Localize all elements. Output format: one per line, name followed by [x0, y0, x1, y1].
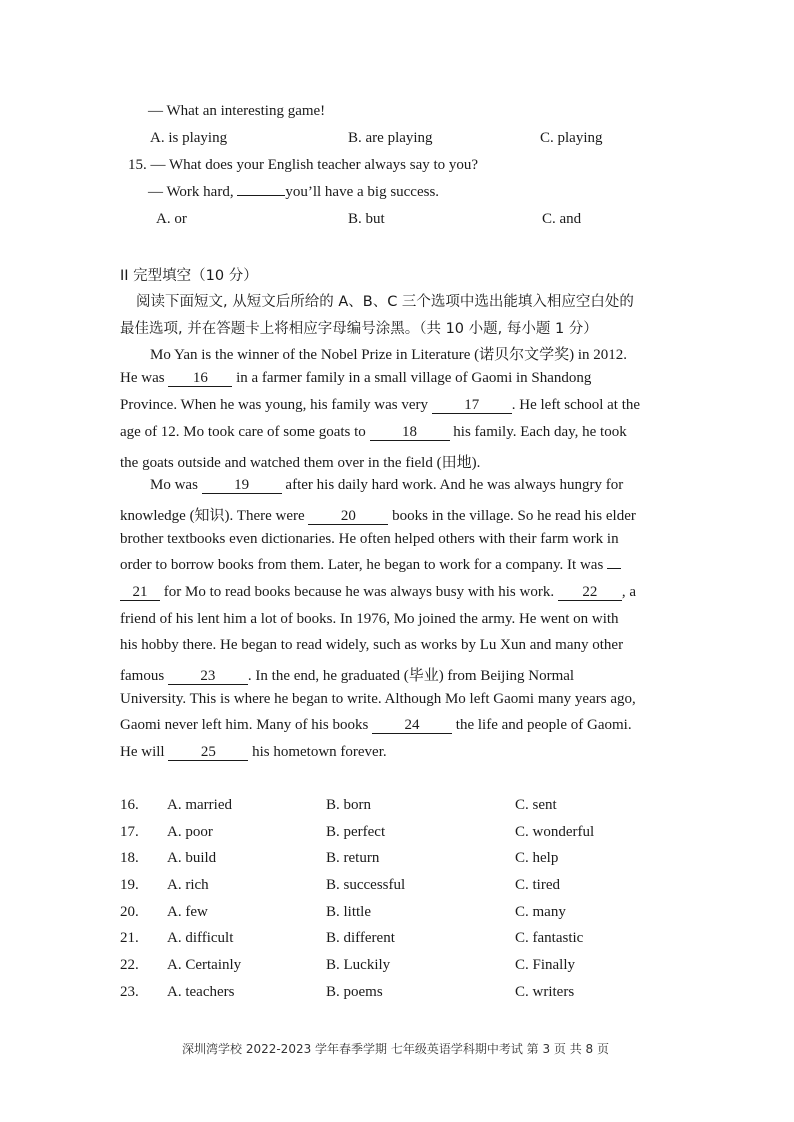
q15-answer-before: — Work hard, [148, 184, 238, 200]
passage-line-7 [120, 504, 636, 525]
passage-text: He will [120, 744, 169, 760]
passage-line-1: Mo Yan is the winner of the Nobel Prize in Literature (诺贝尔文学奖) in 2012. [150, 347, 628, 363]
blank-24: 24 [372, 717, 452, 734]
choice-row [120, 877, 139, 894]
passage-text: , a [621, 584, 637, 600]
choice-b: B. born [326, 797, 371, 813]
choice-number: 20. [120, 904, 139, 920]
passage-text: Gaomi never left him. Many of his books [120, 717, 373, 733]
choice-c: C. help [515, 850, 559, 866]
choice-row [120, 930, 139, 947]
q15-answer [148, 184, 439, 201]
blank-21: 21 [120, 584, 160, 601]
choice-c: C. tired [515, 877, 560, 893]
choice-c: C. wonderful [515, 824, 595, 840]
q15-question-text: — What does your English teacher always say to you? [150, 157, 479, 173]
choice-b: B. perfect [326, 824, 386, 840]
blank-19: 19 [202, 477, 282, 494]
passage-line-14: University. This is where he began to write. Although Mo left Gaomi many years ago, [120, 691, 636, 707]
passage-line-2 [120, 370, 591, 387]
passage-text: famous [120, 668, 168, 684]
passage-text: his family. Each day, he took [449, 424, 627, 440]
choice-b: B. little [326, 904, 371, 920]
section-title: II 完型填空（10 分） [120, 268, 258, 284]
q14-response: — What an interesting game! [148, 103, 326, 119]
passage-line-4 [120, 424, 627, 441]
blank-22: 22 [558, 584, 622, 601]
choice-a: A. teachers [167, 984, 235, 1000]
q15-option-a: A. or [156, 211, 187, 227]
q14-option-b: B. are playing [348, 130, 433, 146]
choice-a: A. rich [167, 877, 209, 893]
passage-text: books in the village. So he read his elder [388, 508, 636, 524]
choice-a: A. Certainly [167, 957, 242, 973]
choice-number: 21. [120, 930, 139, 946]
page-footer: 深圳湾学校 2022-2023 学年春季学期 七年级英语学科期中考试 第 3 页 共 8 页 [182, 1042, 610, 1056]
choice-a: A. married [167, 797, 232, 813]
choice-c: C. many [515, 904, 566, 920]
passage-line-12: his hobby there. He began to read widely, such as works by Lu Xun and many other [120, 637, 624, 653]
q15-option-c: C. and [542, 211, 582, 227]
choice-number: 22. [120, 957, 139, 973]
passage-text: after his daily hard work. And he was always hungry for [281, 477, 624, 493]
choice-b: B. Luckily [326, 957, 391, 973]
q15-question [128, 157, 478, 174]
passage-text: Mo was [150, 477, 202, 493]
choice-a: A. poor [167, 824, 213, 840]
blank-20: 20 [308, 508, 388, 525]
blank-16: 16 [168, 370, 232, 387]
passage-text: order to borrow books from them. Later, he began to work for a company. It was [120, 557, 608, 573]
choice-a: A. build [167, 850, 217, 866]
passage-line-11: friend of his lent him a lot of books. In 1976, Mo joined the army. He went on with [120, 611, 619, 627]
q14-option-a: A. is playing [150, 130, 228, 146]
blank-25: 25 [168, 744, 248, 761]
passage-line-8: brother textbooks even dictionaries. He often helped others with their farm work in [120, 531, 619, 547]
choice-b: B. poems [326, 984, 383, 1000]
passage-text: knowledge (知识). There were [120, 508, 309, 524]
choice-number: 18. [120, 850, 139, 866]
passage-line-10 [120, 584, 636, 601]
choice-a: A. few [167, 904, 208, 920]
section-instruction-1: 阅读下面短文, 从短文后所给的 A、B、C 三个选项中选出能填入相应空白处的 [136, 294, 634, 310]
choice-b: B. return [326, 850, 380, 866]
passage-text: Province. When he was young, his family was very [120, 397, 432, 413]
q15-answer-after: you’ll have a big success. [285, 184, 440, 200]
passage-text: He was [120, 370, 169, 386]
passage-line-16 [120, 744, 387, 761]
choice-row [120, 850, 139, 867]
passage-line-5: the goats outside and watched them over in the field (田地). [120, 455, 481, 471]
choice-b: B. successful [326, 877, 406, 893]
section-instruction-2: 最佳选项, 并在答题卡上将相应字母编号涂黑。（共 10 小题, 每小题 1 分） [120, 321, 598, 337]
passage-text: age of 12. Mo took care of some goats to [120, 424, 370, 440]
q14-option-c: C. playing [540, 130, 603, 146]
passage-text: for Mo to read books because he was always busy with his work. [160, 584, 558, 600]
passage-line-3 [120, 397, 640, 414]
choice-number: 19. [120, 877, 139, 893]
choice-c: C. fantastic [515, 930, 584, 946]
passage-text: the life and people of Gaomi. [452, 717, 632, 733]
choice-row [120, 797, 139, 814]
choice-a: A. difficult [167, 930, 234, 946]
choice-row [120, 957, 139, 974]
choice-c: C. Finally [515, 957, 576, 973]
choice-b: B. different [326, 930, 395, 946]
choice-row [120, 984, 139, 1001]
passage-text: his hometown forever. [248, 744, 387, 760]
q15-blank [237, 195, 285, 196]
choice-row [120, 824, 139, 841]
blank-23: 23 [168, 668, 248, 685]
choice-row [120, 904, 139, 921]
q15-number: 15. [128, 157, 147, 173]
blank-21-start [607, 568, 621, 569]
passage-line-6 [150, 477, 623, 494]
choice-number: 23. [120, 984, 139, 1000]
blank-18: 18 [370, 424, 450, 441]
blank-17: 17 [432, 397, 512, 414]
passage-text: in a farmer family in a small village of Gaomi in Shandong [232, 370, 592, 386]
passage-text: . He left school at the [511, 397, 641, 413]
passage-line-9 [120, 557, 621, 574]
choice-number: 17. [120, 824, 139, 840]
choice-number: 16. [120, 797, 139, 813]
choice-c: C. sent [515, 797, 557, 813]
q15-option-b: B. but [348, 211, 385, 227]
choice-c: C. writers [515, 984, 575, 1000]
passage-line-15 [120, 717, 632, 734]
passage-line-13 [120, 664, 574, 685]
passage-text: . In the end, he graduated (毕业) from Beijing Normal [247, 668, 575, 684]
